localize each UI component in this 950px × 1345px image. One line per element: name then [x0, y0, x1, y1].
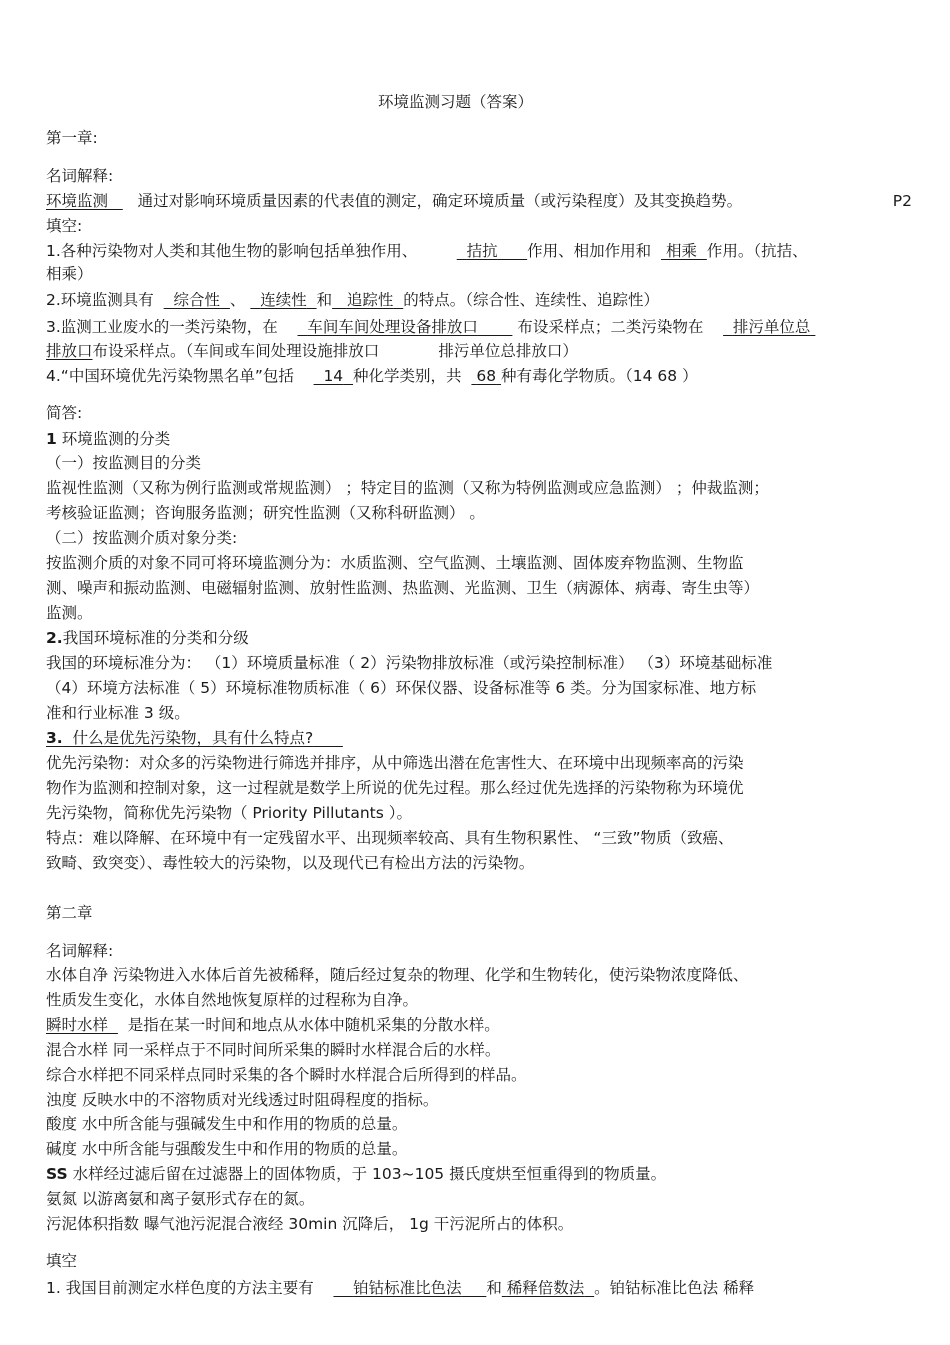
fill-text: 种化学类别，共 — [353, 367, 462, 385]
fill-item-1-cont: 相乘） — [46, 265, 93, 283]
fill-text: 和 — [316, 291, 333, 309]
ch2-term-line: 酸度 水中所含能与强碱发生中和作用的物质的总量。 — [46, 1115, 408, 1133]
fill-item-2 — [46, 289, 659, 311]
page-title: 环境监测习题（答案） — [378, 93, 534, 111]
term-definition: 水样经过滤后留在过滤器上的固体物质，于 103~105 摄氏度烘至恒重得到的物质量。 — [72, 1165, 667, 1183]
q1-text-line: 按监测介质的对象不同可将环境监测分为：水质监测、空气监测、土壤监测、固体废弃物监测、生物监 — [46, 554, 744, 572]
fill-answer-text: 拮抗 — [466, 242, 498, 260]
term-name: SS — [46, 1165, 68, 1183]
q2-text-line: 我国的环境标准分为： （1）环境质量标准（ 2）污染物排放标准（或污染控制标准） （3）环境基础标准 — [46, 654, 773, 672]
fill-answer-text: 14 — [323, 367, 344, 385]
q3-text-line: 致畸、致突变）、毒性较大的污染物，以及现代已有检出方法的污染物。 — [46, 854, 535, 872]
fill-text: 3.监测工业废水的一类污染物，在 — [46, 318, 278, 336]
ch2-term-line: 氨氮 以游离氨和离子氨形式存在的氮。 — [46, 1190, 315, 1208]
fill-text: 、 — [229, 291, 246, 309]
ch2-term-line: 水体自净 污染物进入水体后首先被稀释，随后经过复杂的物理、化学和生物转化，使污染物浓度降低、 — [46, 966, 749, 984]
fill-text: 排污单位总排放口） — [438, 342, 578, 360]
ch1-terms-label: 名词解释: — [46, 167, 114, 185]
q1-text-line: 监测。 — [46, 604, 93, 622]
q3-text-line: 先污染物，简称优先污染物（ Priority Pillutants ）。 — [46, 804, 412, 822]
fill-answer-text: 综合性 — [173, 291, 221, 309]
q2-text-line: （4）环境方法标准（ 5）环境标准物质标准（ 6）环保仪器、设备标准等 6 类。分为国家标准、地方标 — [46, 679, 757, 697]
fill-text: 和 — [486, 1279, 502, 1297]
ch2-fill-label: 填空 — [46, 1252, 78, 1270]
chapter-2-heading: 第二章 — [46, 904, 93, 922]
question-title: 我国环境标准的分类和分级 — [62, 629, 249, 647]
fill-answer-text: 车间车间处理设备排放口 — [307, 318, 478, 336]
question-number: 2. — [46, 629, 63, 647]
question-1-title — [46, 428, 170, 450]
fill-text: 1. 我国目前测定水样色度的方法主要有 — [46, 1279, 314, 1297]
fill-answer — [661, 242, 707, 260]
ch2-fill-item-1 — [46, 1277, 754, 1299]
question-number: 1 — [46, 430, 57, 448]
ch2-terms-label: 名词解释: — [46, 942, 114, 960]
fill-text: 1.各种污染物对人类和其他生物的影响包括单独作用、 — [46, 242, 418, 260]
fill-answer-text: 相乘 — [665, 242, 697, 260]
fill-answer-text: 追踪性 — [346, 291, 394, 309]
q1-subheading-2: （二）按监测介质对象分类: — [46, 529, 238, 547]
fill-text: 的特点。（综合性、连续性、追踪性） — [403, 291, 660, 309]
term-definition: 通过对影响环境质量因素的代表值的测定，确定环境质量（或污染程度）及其变换趋势。 — [137, 192, 743, 210]
fill-item-3 — [46, 316, 815, 338]
fill-answer-text: 排放口 — [46, 342, 93, 360]
fill-item-3-cont — [46, 340, 578, 362]
ch2-term-line: 混合水样 同一采样点于不同时间所采集的瞬时水样混合后的水样。 — [46, 1041, 501, 1059]
q3-text-line: 物作为监测和控制对象，这一过程就是数学上所说的优先过程。那么经过优先选择的污染物称为环境优 — [46, 779, 744, 797]
page-reference: P2 — [892, 192, 912, 210]
ch1-short-answer-label: 简答: — [46, 404, 83, 422]
question-title: 什么是优先污染物，具有什么特点? — [72, 729, 314, 747]
fill-item-4 — [46, 365, 698, 387]
q1-subheading-1: （一）按监测目的分类 — [46, 454, 202, 472]
fill-answer-text: 铂钴标准比色法 — [353, 1279, 462, 1297]
term-name: 环境监测 — [46, 192, 109, 210]
ch1-fill-label: 填空: — [46, 217, 83, 235]
chapter-1-heading: 第一章: — [46, 129, 98, 147]
fill-item-1 — [46, 240, 808, 262]
ch2-term-line: 性质发生变化，水体自然地恢复原样的过程称为自净。 — [46, 991, 419, 1009]
q1-text-line: 考核验证监测；咨询服务监测；研究性监测（又称科研监测） 。 — [46, 504, 485, 522]
fill-answer-text: 68 — [476, 367, 497, 385]
question-title: 环境监测的分类 — [61, 430, 171, 448]
fill-answer-text: 连续性 — [260, 291, 307, 309]
fill-answer-text: 稀释倍数法 — [506, 1279, 585, 1297]
q3-text-line: 特点：难以降解、在环境中有一定残留水平、出现频率较高、具有生物积累性、 “三致”物质（致癌、 — [46, 829, 734, 847]
fill-text: 2.环境监测具有 — [46, 291, 154, 309]
question-number: 3. — [46, 729, 63, 747]
q1-text-line: 测、噪声和振动监测、电磁辐射监测、放射性监测、热监测、光监测、卫生（病源体、病毒、寄生虫等） — [46, 579, 760, 597]
q3-text-line: 优先污染物：对众多的污染物进行筛选并排序，从中筛选出潜在危害性大、在环境中出现频率高的污染 — [46, 754, 744, 772]
fill-text: 布设采样点；二类污染物在 — [517, 318, 704, 336]
fill-text: 种有毒化学物质。（14 68 ） — [501, 367, 698, 385]
ch1-term-1 — [46, 190, 912, 212]
fill-answer — [457, 242, 527, 260]
fill-text: 作用。（抗拮、 — [706, 242, 808, 260]
q1-text-line: 监视性监测（又称为例行监测或常规监测） ；特定目的监测（又称为特例监测或应急监测） ；仲裁监测； — [46, 479, 769, 497]
q2-text-line: 准和行业标准 3 级。 — [46, 704, 190, 722]
ch2-term-2 — [46, 1014, 500, 1036]
ch2-term-line: 碱度 水中所含能与强酸发生中和作用的物质的总量。 — [46, 1140, 408, 1158]
ch2-term-line: 浊度 反映水中的不溶物质对光线透过时阻碍程度的指标。 — [46, 1091, 439, 1109]
fill-text: 布设采样点。（车间或车间处理设施排放口 — [92, 342, 380, 360]
question-2-title — [46, 627, 249, 649]
fill-text: 4.“中国环境优先污染物黑名单”包括 — [46, 367, 294, 385]
fill-answer-text: 排污单位总 — [732, 318, 811, 336]
fill-text: 作用、相加作用和 — [527, 242, 652, 260]
term-definition: 是指在某一时间和地点从水体中随机采集的分散水样。 — [127, 1016, 500, 1034]
question-3-title — [46, 727, 343, 749]
term-name: 瞬时水样 — [46, 1016, 109, 1034]
ch2-term-line: 综合水样把不同采样点同时采集的各个瞬时水样混合后所得到的样品。 — [46, 1066, 527, 1084]
ch2-term-ss — [46, 1163, 666, 1185]
ch2-term-line: 污泥体积指数 曝气池污泥混合液经 30min 沉降后， 1g 干污泥所占的体积。 — [46, 1215, 574, 1233]
fill-text: 。铂钴标准比色法 稀释 — [594, 1279, 755, 1297]
